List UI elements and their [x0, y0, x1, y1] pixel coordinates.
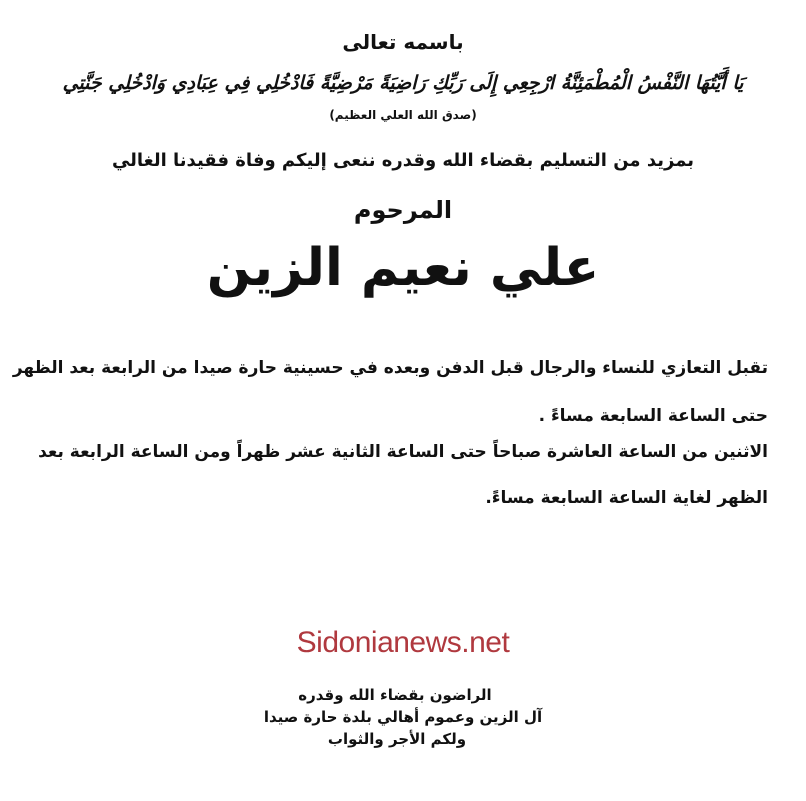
site-watermark: Sidonianews.net: [296, 626, 510, 659]
deceased-title: المرحوم: [353, 196, 453, 224]
signature-line-2: آل الزين وعموم أهالي بلدة حارة صيدا: [263, 708, 543, 726]
signature-line-3: ولكم الأجر والثواب: [327, 730, 467, 748]
basmala-heading: باسمه تعالى: [342, 30, 464, 54]
condolence-line-2: حتى الساعة السابعة مساءً .: [538, 406, 768, 426]
condolence-line-1: تقبل التعازي للنساء والرجال قبل الدفن وبعده في حسينية حارة صيدا من الرابعة بعد الظهر: [12, 358, 768, 378]
condolence-line-3: الاثنين من الساعة العاشرة صباحاً حتى الساعة الثانية عشر ظهراً ومن الساعة الرابعة بعد: [38, 442, 768, 462]
announcement-intro: بمزيد من التسليم بقضاء الله وقدره ننعى إليكم وفاة فقيدنا الغالي: [111, 150, 695, 171]
deceased-name: علي نعيم الزين: [206, 238, 600, 298]
quran-verse: يَا أَيَّتُهَا النَّفْسُ الْمُطْمَئِنَّةُ ارْجِعِي إِلَى رَبِّكِ رَاضِيَةً مَرْضِيَّةً فَادْخُلِي فِي عِبَادِي وَادْخُلِي جَنَّتِي: [62, 72, 744, 94]
condolence-line-4: الظهر لغاية الساعة السابعة مساءً.: [485, 488, 768, 508]
signature-line-1: الراضون بقضاء الله وقدره: [298, 686, 492, 704]
verse-reference: (صدق الله العلي العظيم): [329, 108, 477, 122]
